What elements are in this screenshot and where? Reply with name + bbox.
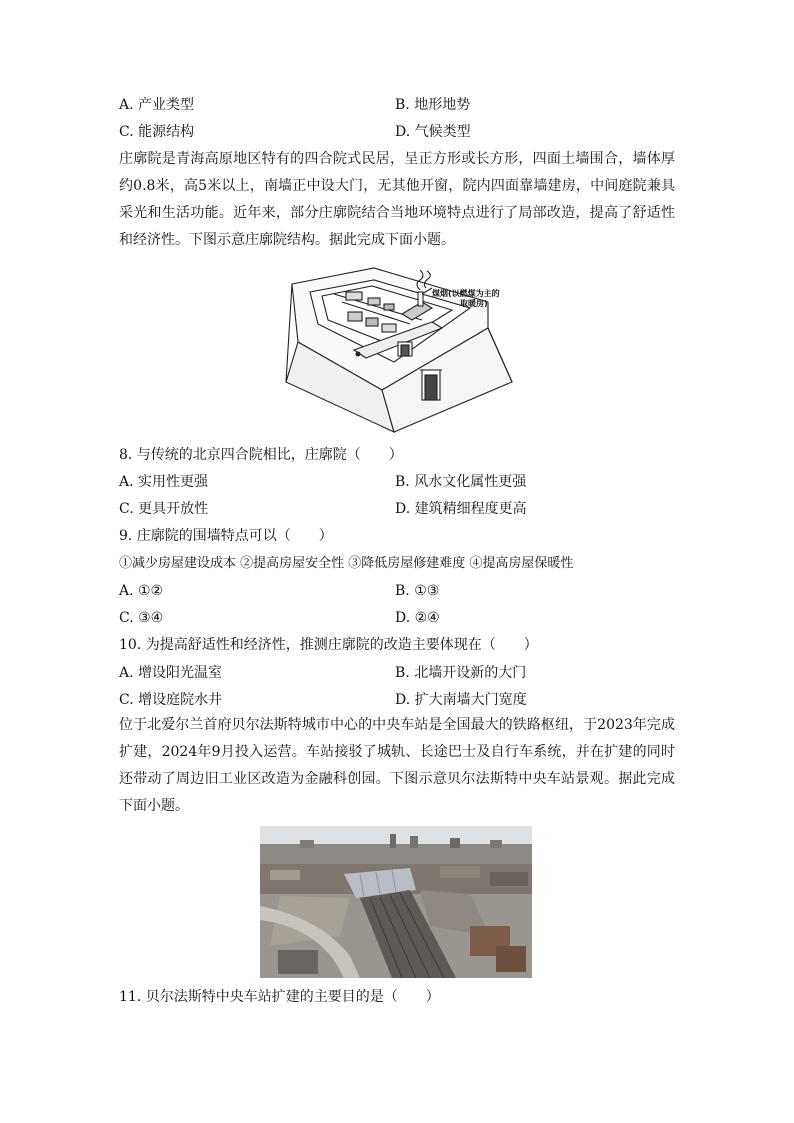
q9-option-b: B. ①③	[395, 583, 440, 599]
q9-items: ①减少房屋建设成本 ②提高房屋安全性 ③降低房屋修建难度 ④提高房屋保暖性	[119, 556, 574, 571]
q10-option-d: D. 扩大南墙大门宽度	[395, 692, 527, 708]
q7-option-d: D. 气候类型	[395, 124, 471, 140]
q8-option-d: D. 建筑精细程度更高	[395, 501, 527, 517]
q8-option-b: B. 风水文化属性更强	[395, 474, 527, 490]
q10-option-b: B. 北墙开设新的大门	[395, 665, 527, 681]
q7-option-b: B. 地形地势	[395, 97, 471, 113]
q11-stem: 11. 贝尔法斯特中央车站扩建的主要目的是（ ）	[119, 989, 440, 1005]
q8-stem: 8. 与传统的北京四合院相比，庄廓院（ ）	[119, 447, 403, 463]
q7-option-a: A. 产业类型	[119, 97, 195, 113]
smoke-label-line1: 煤烟(以燃煤为主的	[432, 289, 500, 298]
q9-stem: 9. 庄廓院的围墙特点可以（ ）	[119, 528, 333, 544]
smoke-label-line2: 取暖房)	[460, 299, 488, 308]
belfast-station-photo	[260, 826, 532, 978]
passage-belfast-station: 位于北爱尔兰首府贝尔法斯特城市中心的中央车站是全国最大的铁路枢纽，于2023年完成扩建，2024年9月投入运营。车站接驳了城轨、长途巴士及自行车系统，并在扩建的同时还带动了周边旧工业区改造为金融科创园。下图示意贝尔法斯特中央车站景观。据此完成下面小题。	[119, 717, 675, 814]
q10-option-c: C. 增设庭院水井	[119, 692, 223, 708]
q9-option-a: A. ①②	[119, 583, 164, 599]
q10-option-a: A. 增设阳光温室	[119, 665, 223, 681]
passage-zhuangkuoyuan: 庄廓院是青海高原地区特有的四合院式民居，呈正方形或长方形，四面土墙围合，墙体厚约0.8米，高5米以上，南墙正中设大门，无其他开窗，院内四面靠墙建房，中间庭院兼具采光和生活功能。近年来，部分庄廓院结合当地环境特点进行了局部改造，提高了舒适性和经济性。下图示意庄廓院结构。据此完成下面小题。	[119, 151, 675, 248]
q8-option-a: A. 实用性更强	[119, 474, 209, 490]
q9-option-c: C. ③④	[119, 610, 164, 626]
zhuangkuo-courtyard-figure	[282, 262, 514, 434]
q10-stem: 10. 为提高舒适性和经济性，推测庄廓院的改造主要体现在（ ）	[119, 637, 538, 653]
q7-option-c: C. 能源结构	[119, 124, 195, 140]
q8-option-c: C. 更具开放性	[119, 501, 209, 517]
q9-option-d: D. ②④	[395, 610, 440, 626]
